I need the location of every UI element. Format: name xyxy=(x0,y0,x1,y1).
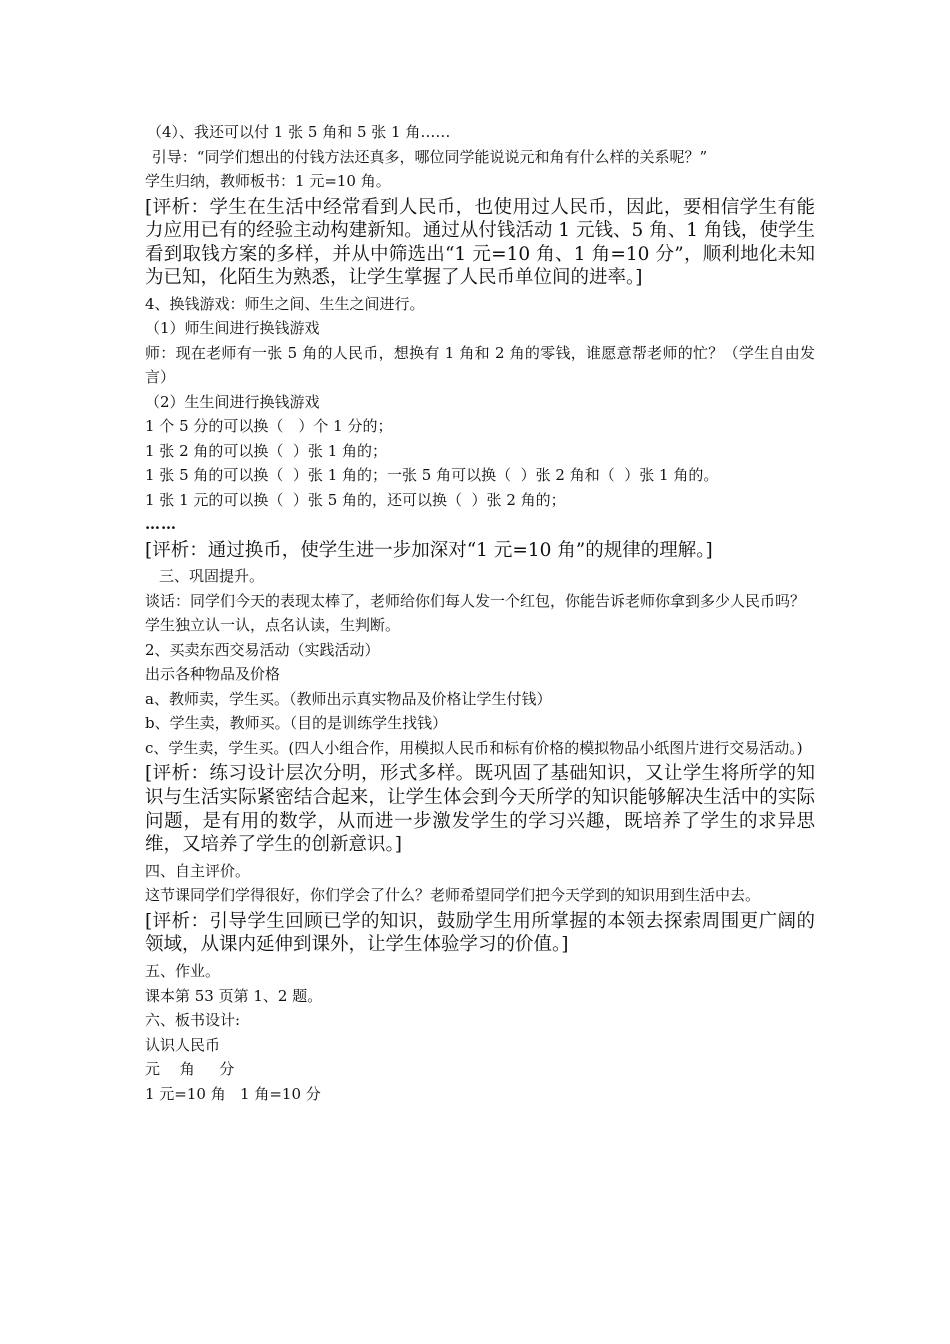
exercise-line: 1 个 5 分的可以换（ ）个 1 分的； xyxy=(145,417,393,436)
section-heading: 4、换钱游戏：师生之间、生生之间进行。 xyxy=(145,294,425,313)
list-item: a、教师卖，学生买。（教师出示真实物品及价格让学生付钱） xyxy=(145,689,552,708)
text-line: 学生归纳，教师板书：1 元=10 角。 xyxy=(145,172,391,190)
list-item: c、学生卖，学生买。(四人小组合作，用模拟人民币和标有价格的模拟物品小纸图片进行交易活动。) xyxy=(145,738,803,757)
subsection-heading: （2）生生间进行换钱游戏 xyxy=(145,392,320,411)
text-line: 出示各种物品及价格 xyxy=(145,665,281,684)
text-line: 谈话：同学们今天的表现太棒了，老师给你们每人发一个红包，你能告诉老师你拿到多少人民币吗？ xyxy=(145,591,806,610)
section-heading: 五、作业。 xyxy=(145,962,221,981)
text-line: 课本第 53 页第 1、2 题。 xyxy=(145,986,323,1005)
section-heading: 四、自主评价。 xyxy=(145,861,251,880)
exercise-line: 1 张 1 元的可以换（ ）张 5 角的，还可以换（ ）张 2 角的； xyxy=(145,490,566,509)
text-line: 学生独立认一认，点名认读，生判断。 xyxy=(145,616,401,635)
text-line: 这节课同学们学得很好，你们学会了什么？老师希望同学们把今天学到的知识用到生活中去。 xyxy=(145,886,761,905)
commentary-paragraph: [评析：引导学生回顾已学的知识，鼓励学生用所掌握的本领去探索周围更广阔的领域，从课内延伸到课外，让学生体验学习的价值。] xyxy=(145,910,815,956)
subsection-heading: （1）师生间进行换钱游戏 xyxy=(145,319,320,338)
exercise-line: 1 张 2 角的可以换（ ）张 1 角的； xyxy=(145,441,388,460)
commentary-paragraph: [评析：练习设计层次分明，形式多样。既巩固了基础知识，又让学生将所学的知识与生活实际紧密结合起来，让学生体会到今天所学的知识能够解决生活中的实际问题，是有用的数学，从而进一步激发学生的学习兴趣，既培养了学生的求异思维，又培养了学生的创新意识。] xyxy=(145,763,815,856)
commentary-paragraph: [评析：学生在生活中经常看到人民币，也使用过人民币，因此，要相信学生有能力应用已有的经验主动构建新知。通过从付钱活动 1 元钱、5 角、1 角钱，使学生看到取钱方案的多样，并从中筛选出“1 元=10 角、1 角=10 分”，顺利地化未知为已知，化陌生为熟悉，让学生掌握了人民币单位间的进率。] xyxy=(145,196,815,289)
commentary-paragraph: [评析：通过换币，使学生进一步加深对“1 元=10 角”的规律的理解。] xyxy=(145,539,713,561)
section-heading: 2、买卖东西交易活动（实践活动） xyxy=(145,640,380,659)
text-line: （4）、我还可以付 1 张 5 角和 5 张 1 角…… xyxy=(147,123,451,141)
section-heading: 三、巩固提升。 xyxy=(159,567,265,586)
board-units: 元 角 分 xyxy=(145,1060,235,1079)
section-heading: 六、板书设计: xyxy=(145,1011,241,1030)
exercise-line: 1 张 5 角的可以换（ ）张 1 角的；一张 5 角可以换（ ）张 2 角和（ ）张 1 角的。 xyxy=(145,466,719,485)
board-title: 认识人民币 xyxy=(145,1035,221,1054)
ellipsis-line: …… xyxy=(145,515,177,534)
text-line: 引导：“同学们想出的付钱方法还真多，哪位同学能说说元和角有什么样的关系呢？” xyxy=(147,147,708,166)
list-item: b、学生卖，教师买。（目的是训练学生找钱） xyxy=(145,714,448,733)
board-relation: 1 元=10 角 1 角=10 分 xyxy=(145,1084,321,1103)
text-line: 师：现在老师有一张 5 角的人民币，想换有 1 角和 2 角的零钱，谁愿意帮老师的忙？（学生自由发言） xyxy=(145,343,815,387)
document-page xyxy=(145,120,815,1106)
